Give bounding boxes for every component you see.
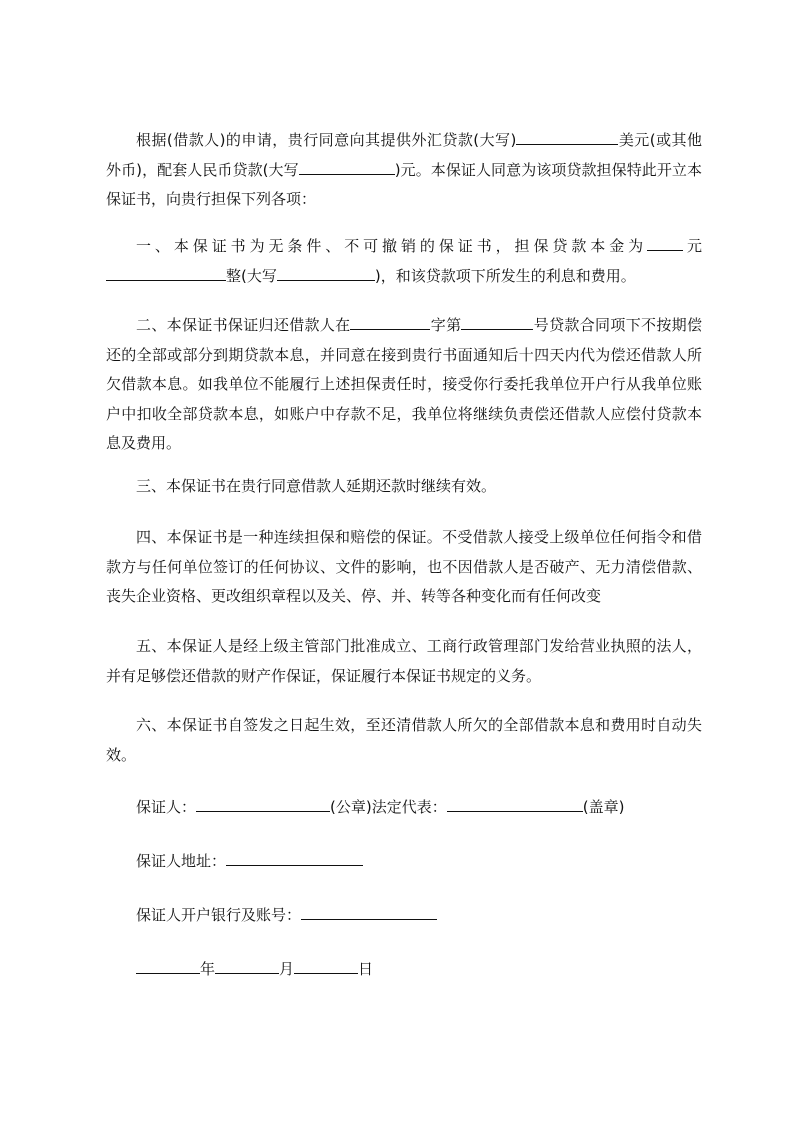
personal-seal-label: (盖章) (582, 797, 625, 816)
blank-guarantor-address[interactable] (226, 849, 363, 866)
month-label: 月 (279, 959, 295, 978)
clause-1-text-d: )，和该贷款项下所发生的利息和费用。 (374, 266, 636, 285)
clause-2-text-c: 号贷款合同项下不按期偿还的全部或部分到期贷款本息，并同意在接到贵行书面通知后十四天内代为偿还借款人所欠借款本息。如我单位不能履行上述担保责任时，接受你行委托我单位开户行从我单位账户中扣收全部贷款本息，如账户中存款不足，我单位将继续负责偿还借款人应偿付贷款本息及费用。 (106, 316, 702, 452)
blank-rmb-loan-amount[interactable] (299, 158, 395, 175)
intro-text-a: 根据(借款人)的申请，贵行同意向其提供外汇贷款(大写) (136, 131, 517, 149)
paragraph-clause-3: 三、本保证书在贵行同意借款人延期还款时继续有效。 (136, 477, 497, 495)
clause-2-text-a: 二、本保证书保证归还借款人在 (136, 316, 351, 334)
year-label: 年 (200, 959, 216, 978)
blank-contract-number[interactable] (461, 313, 533, 330)
blank-foreign-loan-amount[interactable] (516, 128, 618, 145)
blank-year[interactable] (136, 957, 200, 974)
intro-text-c: )元。本保证人同意为该项贷款担保特此开立本保证书，向贵行担保下列各项： (106, 160, 702, 208)
signature-date-line (136, 957, 373, 980)
clause-1-text-c: 整(大写 (226, 266, 277, 285)
signature-guarantor-line (136, 795, 624, 818)
blank-legal-representative[interactable] (447, 795, 583, 812)
official-seal-label: (公章) (330, 797, 372, 816)
address-label: 保证人地址： (136, 851, 227, 870)
day-label: 日 (358, 959, 374, 978)
blank-month[interactable] (215, 957, 279, 974)
legal-rep-label: 法定代表： (371, 797, 447, 816)
signature-bank-line (136, 903, 437, 926)
signature-address-line (136, 849, 363, 872)
clause-1-text-a: 一、本保证书为无条件、不可撤销的保证书，担保贷款本金为 (136, 237, 648, 255)
clause-2-text-b: 字第 (430, 316, 462, 334)
paragraph-clause-6: 六、本保证书自签发之日起生效，至还清借款人所欠的全部借款本息和费用时自动失效。 (106, 716, 702, 764)
blank-day[interactable] (294, 957, 358, 974)
paragraph-clause-4: 四、本保证书是一种连续担保和赔偿的保证。不受借款人接受上级单位任何指令和借款方与任何单位签订的任何协议、文件的影响，也不因借款人是否破产、无力清偿借款、丧失企业资格、更改组织章程以及关、停、并、转等各种变化而有任何改变 (106, 528, 702, 605)
blank-principal-amount-cont[interactable] (106, 264, 226, 281)
clause-1-text-b: 元 (683, 237, 702, 255)
blank-guarantor-name[interactable] (196, 795, 330, 812)
intro-text-b: 美元(或其他外币)，配套人民币贷款(大写 (106, 131, 702, 179)
blank-principal-uppercase[interactable] (277, 264, 375, 281)
paragraph-clause-1 (106, 232, 702, 291)
blank-principal-amount[interactable] (647, 234, 683, 251)
blank-bank-account[interactable] (301, 903, 437, 920)
paragraph-clause-5: 五、本保证人是经上级主管部门批准成立、工商行政管理部门发给营业执照的法人，并有足够偿还借款的财产作保证，保证履行本保证书规定的义务。 (106, 637, 702, 685)
guarantor-label: 保证人： (136, 797, 197, 816)
paragraph-clause-2 (106, 311, 702, 459)
blank-contract-prefix[interactable] (350, 313, 430, 330)
bank-account-label: 保证人开户银行及账号： (136, 905, 302, 924)
paragraph-intro (106, 126, 702, 215)
